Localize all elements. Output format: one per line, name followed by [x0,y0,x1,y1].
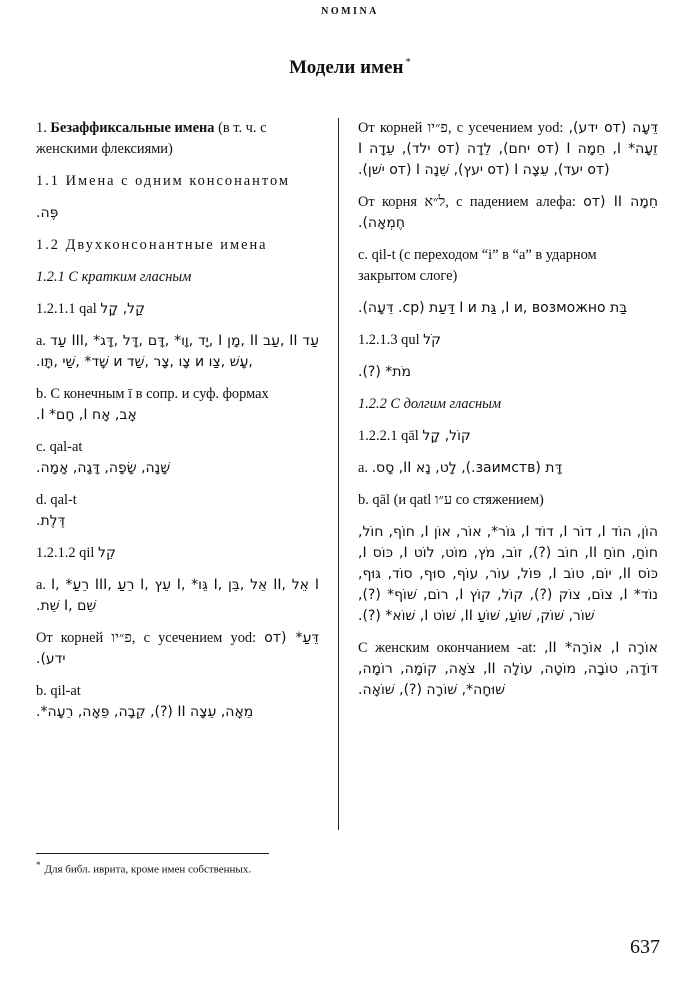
right-column [358,118,658,712]
hebrew-text: אוֹרָה I, אוֹרָה* II, דּוֹדָה, טוֹבָה, מוֹטָה, עוֹלָה II, צֹאָה, קוֹמָה, רוֹמָה, שׁוּחָה*, שׁוֹרָה (?), שׁוֹאָה. [358,640,659,698]
page-title [0,56,700,79]
pattern-label: 1.2.1.3 qul [358,332,420,348]
item-letter: a. [358,460,372,476]
footnote-mark: * [36,860,41,870]
item-root-alef [358,192,658,234]
page-title-text: Модели имен [289,57,404,78]
section-1-1-heading: 1.1 Имена с одним консонантом [36,173,291,189]
hebrew-forms: קֹל [423,332,442,348]
pattern-label: 1.2.1.2 qil [36,545,95,561]
item-text: b. qil-at [36,683,81,699]
section-1-1-example [36,203,319,224]
item-b-qil-at [36,681,319,723]
item-text: От корней פ״יו, с усечением yod: [358,120,564,136]
item-b-qal [36,384,319,426]
hebrew-text: דֵּעַ* (от ידע). [36,630,319,667]
item-text: От корней פ״יו, с усечением yod: [36,630,257,646]
item-roots-yod [36,628,319,670]
hebrew-forms: קוֹל, קָל [422,428,471,444]
section-1-2-2-heading: 1.2.2 С долгим гласным [358,396,502,412]
left-column [36,118,319,734]
hebrew-text: הוֹן, הוֹד I, דוֹר I, דוֹד I, גּוֹר*, אוֹר, אוֹן I, חוֹף, חוֹל, חוֹחַ, חוֹחַ II, חוֹב (?), זוֹב, מֹץ, מוֹט, לוֹט I, כּוֹס I, כּוֹס II, יוֹם, טוֹב I, פּוֹל, עוֹר, עוֹף, סוּף, סוֹד, גּוּף, נוֹד* I, צוֹם, צוֹק (?), קוֹל, קוֹץ I, רוֹם, שׁוֹף* (?), שׁוֹר, שׁוֹק, שׁוֹעַ, שׁוֹעַ II, שׁוֹט I, שׁוֹא* (?). [358,524,658,624]
item-letter: a. [36,577,51,593]
pattern-label: 1.2.1.1 qal [36,301,97,317]
section-1-2-2-1-heading [358,426,658,447]
section-1-bold: Безаффиксальные имена [50,120,215,136]
item-a-qal-long [358,458,658,479]
item-text: С женским окончанием -at: [358,640,537,656]
item-b-qal-long-examples [358,522,658,627]
hebrew-text: פֶּה. [36,205,59,221]
section-1-2-heading: 1.2 Двухконсонантные имена [36,237,268,253]
section-1-2-1-heading: 1.2.1 С кратким гласным [36,269,192,285]
hebrew-text: דֶּלֶת. [36,513,66,529]
title-footnote-mark: * [405,56,411,68]
hebrew-text: מֹת* (?). [358,364,411,380]
item-roots-yod-right [358,118,658,181]
hebrew-forms: קַל, קָל [100,301,146,317]
footnote-rule [36,853,269,854]
page-number: 637 [630,936,660,958]
item-text: От корня ל״א, с падением алефа: [358,194,576,210]
hebrew-text: חֵמָה II (от חֶמְאָה). [358,194,658,231]
item-a-qal [36,331,319,373]
item-b-qal-long: b. qāl (и qatl ע״ו со стяжением) [358,492,544,508]
section-1-2-1-3-heading [358,330,658,351]
item-d-qal-t [36,490,319,532]
hebrew-text: בַּת I и, возможно, גַּת I и דַּעַת (ср. דֵּעָה). [358,300,628,316]
hebrew-text: עַד II ,עַב II ,מָן I ,יָד ,וָו* ,דָּם ,דָּל ,דָּג* ,III עַד ,עָשׁ ,צַו и צָו ,צָר ,שַׁד и שָׁד* ,שַׁי ,תָּו. [36,333,319,370]
section-1-rest: (в т. ч. с женскими флексиями) [36,120,267,157]
item-c-qal-at [36,437,319,479]
hebrew-text: דֵּעָה (от ידע), זֵעָה* I, חֵמָה I (от יחם), לֵדָה (от ילד), עֵדָה I (от יעד), עֵצָה I (от יעץ), שֵׁנָה I (от ישׁן). [358,120,658,178]
hebrew-text: אָב, אָח I, חָם* I. [36,407,137,423]
item-text: d. qal-t [36,492,77,508]
hebrew-text: שָׁנָה, שָׂפָה, דָּגָה, אָמָה. [36,460,171,476]
item-bat [358,298,658,319]
item-qul-example [358,362,658,383]
pattern-label: 1.2.2.1 qāl [358,428,419,444]
hebrew-text: דָּת (заимств.), לָט, נָא II, סָס. [371,460,563,476]
footnote-text: Для библ. иврита, кроме имен собственных. [44,863,252,876]
hebrew-text: מֵאָה, עֵצָה II (?), קֵבָה, פֵּאָה, רֵעָה*. [36,704,254,720]
item-text: c. qal-at [36,439,83,455]
item-text: b. С конечным ī в сопр. и суф. формах [36,386,269,402]
section-1-heading [36,118,319,160]
item-c-qil-t: c. qil-t (с переходом “i” в “a” в ударном закрытом слоге) [358,247,597,284]
hebrew-forms: קֵל [97,545,116,561]
item-a-qil [36,575,319,617]
section-1-2-1-2-heading [36,543,319,564]
item-letter: a. [36,333,51,349]
item-feminine-at [358,638,658,701]
hebrew-text: I אֵל ,II אֵל ,בֵּן ,I גֵּו* ,I עֵץ ,I רֵעַ ,III רֵעַ* ,I שֵׁם ,I שֵׁת. [36,577,319,614]
running-head: NOMINA [321,6,379,17]
section-1-number: 1. [36,120,47,136]
column-divider [338,118,339,830]
section-1-2-1-1-heading [36,299,319,320]
footnote [36,858,436,877]
